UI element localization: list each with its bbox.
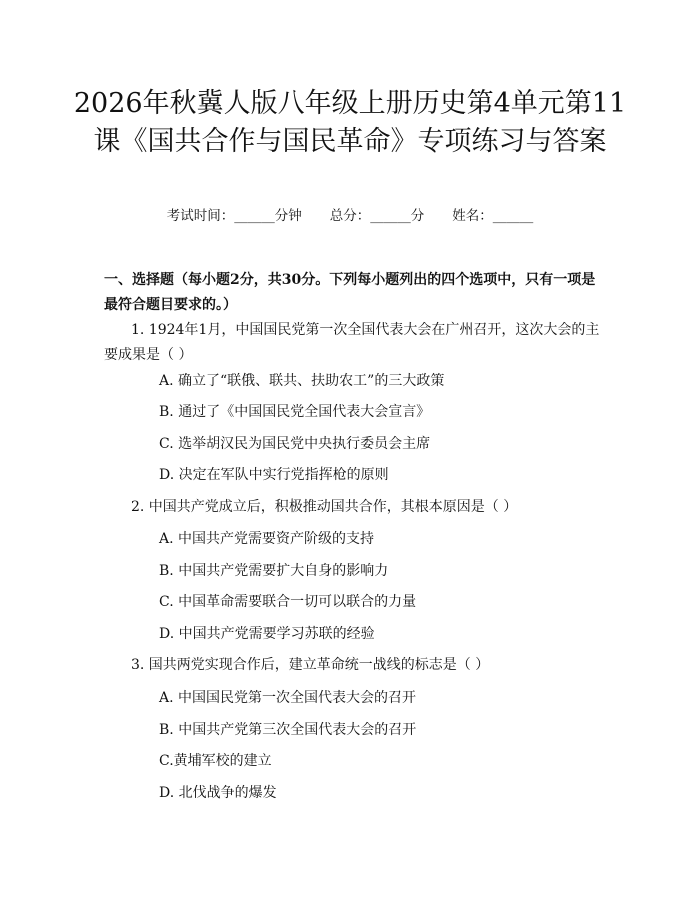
question-3-option-c: C.黄埔军校的建立: [159, 753, 272, 769]
question-2-option-a: A. 中国共产党需要资产阶级的支持: [159, 531, 375, 547]
exam-time: 考试时间：______分钟: [166, 208, 302, 224]
question-2: [104, 495, 604, 520]
question-1: [104, 318, 604, 368]
question-2-option-c: C. 中国革命需要联合一切可以联合的力量: [159, 594, 417, 610]
exam-total-score: 总分：______分: [329, 208, 425, 224]
question-1-option-b: B. 通过了《中国国民党全国代表大会宣言》: [159, 404, 431, 420]
question-2-option-b: B. 中国共产党需要扩大自身的影响力: [159, 563, 389, 579]
section-heading: 一、选择题（每小题2分，共30分。下列每小题列出的四个选项中，只有一项是最符合题目要求的。）: [104, 272, 596, 313]
question-1-option-d: D. 决定在军队中实行党指挥枪的原则: [159, 467, 389, 483]
exam-info: [0, 207, 700, 225]
question-stem: 2. 中国共产党成立后，积极推动国共合作，其根本原因是（ ）: [131, 499, 518, 515]
question-stem: 1. 1924年1月，中国国民党第一次全国代表大会在广州召开，这次大会的主要成果是（ ）: [104, 322, 600, 363]
question-3-option-b: B. 中国共产党第三次全国代表大会的召开: [159, 722, 417, 738]
exam-name: 姓名：______: [452, 208, 534, 224]
question-stem: 3. 国共两党实现合作后，建立革命统一战线的标志是（ ）: [131, 657, 490, 673]
question-3-option-a: A. 中国国民党第一次全国代表大会的召开: [159, 690, 417, 706]
question-1-option-c: C. 选举胡汉民为国民党中央执行委员会主席: [159, 436, 431, 452]
question-3-option-d: D. 北伐战争的爆发: [159, 785, 277, 801]
document-title: 2026年秋冀人版八年级上册历史第4单元第11课《国共合作与国民革命》专项练习与答案: [73, 88, 627, 157]
question-2-option-d: D. 中国共产党需要学习苏联的经验: [159, 626, 375, 642]
question-3: [104, 653, 604, 678]
question-1-option-a: A. 确立了“联俄、联共、扶助农工”的三大政策: [159, 373, 445, 389]
